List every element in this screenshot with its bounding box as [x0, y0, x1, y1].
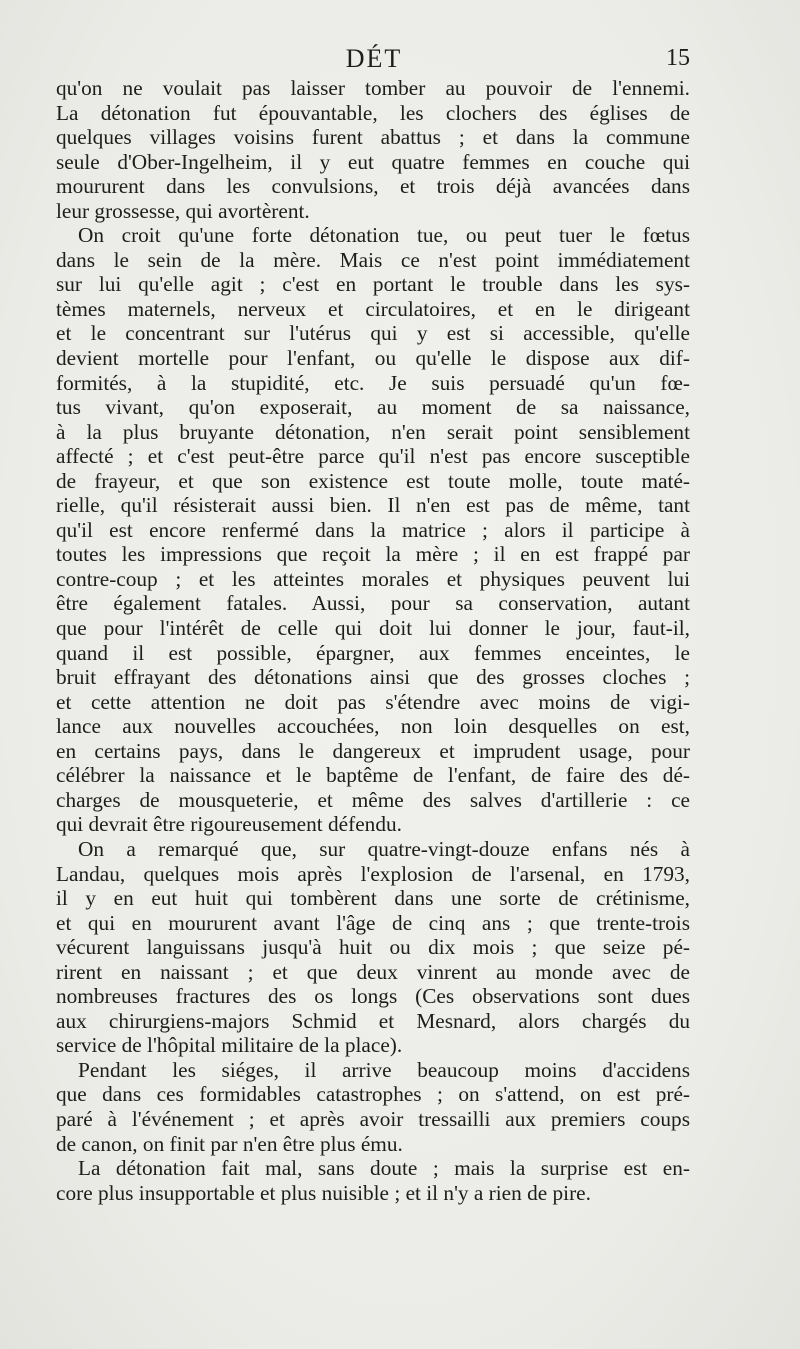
- text-line: qui devrait être rigoureusement défendu.: [56, 812, 402, 837]
- paragraph: [56, 223, 690, 837]
- text-line: être également fatales. Aussi, pour sa conservation, autant: [56, 591, 690, 616]
- paragraph: [56, 1058, 690, 1156]
- text-line: à la plus bruyante détonation, n'en serait point sensiblement: [56, 419, 690, 444]
- text-line: que dans ces formidables catastrophes ; on s'attend, on est pré-: [56, 1082, 690, 1107]
- text-line: formités, à la stupidité, etc. Je suis persuadé qu'un fœ-: [56, 370, 690, 395]
- text-line: de canon, on finit par n'en être plus ému.: [56, 1131, 403, 1156]
- running-head: [58, 44, 690, 78]
- paragraph: [56, 76, 690, 223]
- text-line: core plus insupportable et plus nuisible ; et il n'y a rien de pire.: [56, 1180, 591, 1205]
- text-line: que pour l'intérêt de celle qui doit lui donner le jour, faut-il,: [56, 616, 690, 641]
- paragraph: [56, 1156, 690, 1205]
- text-line: service de l'hôpital militaire de la place).: [56, 1033, 403, 1058]
- text-line: moururent dans les convulsions, et trois déjà avancées dans: [56, 174, 690, 199]
- text-line: et qui en moururent avant l'âge de cinq ans ; que trente-trois: [56, 910, 690, 935]
- text-line: en certains pays, dans le dangereux et imprudent usage, pour: [56, 738, 690, 763]
- body-text: [56, 76, 690, 1205]
- text-line: paré à l'événement ; et après avoir tressailli aux premiers coups: [56, 1106, 690, 1131]
- text-line: vécurent languissans jusqu'à huit ou dix mois ; que seize pé-: [56, 935, 690, 960]
- text-line: il y en eut huit qui tombèrent dans une sorte de crétinisme,: [56, 886, 690, 911]
- text-line: affecté ; et c'est peut-être parce qu'il n'est pas encore susceptible: [56, 444, 690, 469]
- text-line: charges de mousqueterie, et même des salves d'artillerie : ce: [56, 787, 690, 812]
- text-line: dans le sein de la mère. Mais ce n'est point immédiatement: [56, 247, 690, 272]
- text-line: quand il est possible, épargner, aux femmes enceintes, le: [56, 640, 690, 665]
- paragraph: [56, 837, 690, 1058]
- text-line: rirent en naissant ; et que deux vinrent au monde avec de: [56, 959, 690, 984]
- text-line: de frayeur, et que son existence est toute molle, toute maté-: [56, 468, 690, 493]
- text-line: célébrer la naissance et le baptême de l'enfant, de faire des dé-: [56, 763, 690, 788]
- text-line: aux chirurgiens-majors Schmid et Mesnard, alors chargés du: [56, 1008, 690, 1033]
- text-line: tus vivant, qu'on exposerait, au moment de sa naissance,: [56, 395, 690, 420]
- text-line: et cette attention ne doit pas s'étendre avec moins de vigi-: [56, 689, 690, 714]
- text-line: La détonation fait mal, sans doute ; mais la surprise est en-: [78, 1156, 690, 1181]
- text-line: On croit qu'une forte détonation tue, ou peut tuer le fœtus: [78, 223, 690, 248]
- text-line: quelques villages voisins furent abattus ; et dans la commune: [56, 125, 690, 150]
- text-line: Pendant les siéges, il arrive beaucoup moins d'accidens: [78, 1057, 690, 1082]
- text-line: rielle, qu'il résisterait aussi bien. Il n'en est pas de même, tant: [56, 493, 690, 518]
- text-line: La détonation fut épouvantable, les clochers des églises de: [56, 100, 690, 125]
- text-line: bruit effrayant des détonations ainsi que des grosses cloches ;: [56, 665, 690, 690]
- text-line: tèmes maternels, nerveux et circulatoires, et en le dirigeant: [56, 296, 690, 321]
- text-line: et le concentrant sur l'utérus qui y est si accessible, qu'elle: [56, 321, 690, 346]
- text-line: qu'il est encore renfermé dans la matrice ; alors il participe à: [56, 517, 690, 542]
- text-line: devient mortelle pour l'enfant, ou qu'elle le dispose aux dif-: [56, 346, 690, 371]
- text-line: leur grossesse, qui avortèrent.: [56, 198, 310, 223]
- text-line: lance aux nouvelles accouchées, non loin desquelles on est,: [56, 714, 690, 739]
- text-line: sur lui qu'elle agit ; c'est en portant le trouble dans les sys-: [56, 272, 690, 297]
- text-line: toutes les impressions que reçoit la mère ; il en est frappé par: [56, 542, 690, 567]
- text-line: Landau, quelques mois après l'explosion de l'arsenal, en 1793,: [56, 861, 690, 886]
- text-line: On a remarqué que, sur quatre-vingt-douze enfans nés à: [78, 836, 690, 861]
- text-line: seule d'Ober-Ingelheim, il y eut quatre femmes en couche qui: [56, 149, 690, 174]
- text-line: contre-coup ; et les atteintes morales et physiques peuvent lui: [56, 566, 690, 591]
- running-head-title: DÉT: [345, 44, 403, 73]
- text-line: nombreuses fractures des os longs (Ces observations sont dues: [56, 984, 690, 1009]
- text-line: qu'on ne voulait pas laisser tomber au pouvoir de l'ennemi.: [56, 76, 690, 100]
- page-number: 15: [666, 45, 690, 71]
